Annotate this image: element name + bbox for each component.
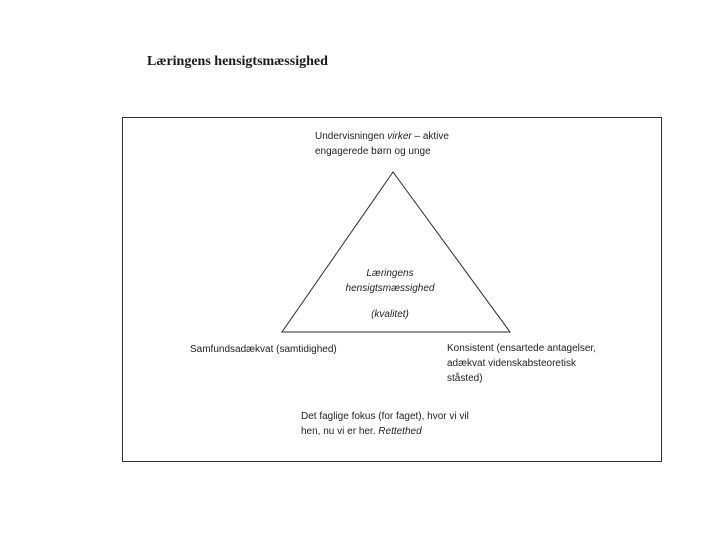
right-vertex-label bbox=[447, 341, 596, 386]
top-label-emphasis: virker bbox=[387, 131, 412, 142]
top-label-suffix: – aktive bbox=[411, 131, 449, 142]
left-label-line-1: Samfundsadækvat (samtidighed) bbox=[190, 344, 337, 355]
center-label bbox=[330, 266, 450, 322]
bottom-label-prefix: hen, nu vi er her. bbox=[301, 426, 379, 437]
top-label-line-1 bbox=[315, 129, 449, 144]
top-label-prefix: Undervisningen bbox=[315, 131, 388, 142]
center-label-quality: (kvalitet) bbox=[371, 309, 409, 320]
bottom-label-line-1: Det faglige fokus (for faget), hvor vi vil bbox=[301, 411, 469, 422]
right-label-line-2: adækvat videnskabsteoretisk bbox=[447, 358, 576, 369]
left-vertex-label bbox=[190, 342, 337, 357]
page-title: Læringens hensigtsmæssighed bbox=[147, 54, 328, 69]
right-label-line-1: Konsistent (ensartede antagelser, bbox=[447, 343, 596, 354]
top-vertex-label bbox=[315, 129, 449, 159]
bottom-label-emphasis: Rettethed bbox=[378, 426, 422, 437]
center-label-line-2: hensigtsmæssighed bbox=[345, 283, 435, 294]
right-label-line-3: ståsted) bbox=[447, 373, 483, 384]
bottom-label-line-2 bbox=[301, 424, 469, 439]
center-label-line-1: Læringens bbox=[366, 268, 414, 279]
bottom-label bbox=[301, 409, 469, 439]
top-label-line-2: engagerede børn og unge bbox=[315, 146, 431, 157]
